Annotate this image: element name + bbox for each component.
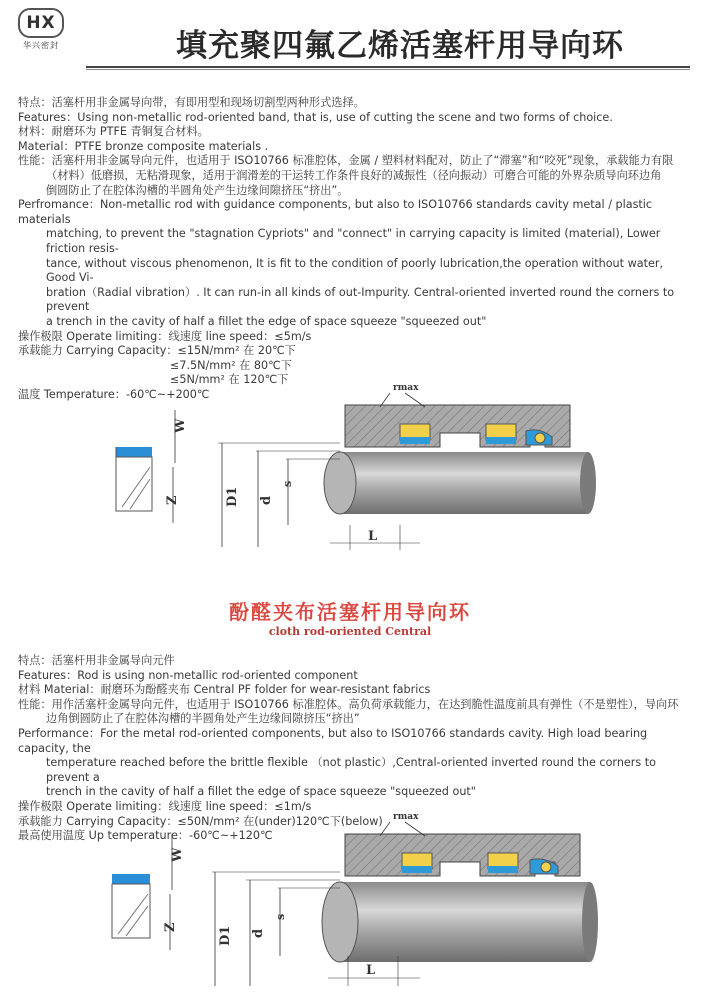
guide-ring-4-seal	[488, 866, 518, 873]
label-s-2: s	[274, 913, 287, 920]
performance-en-2: matching, to prevent the "stagnation Cypriots" and "connect" in carrying capacity is limited (material), Lower friction resis-	[46, 227, 661, 255]
s2-performance-cn-1: 性能：用作活塞杆金属导向元件，也适用于 ISO10766 标准腔体。高负荷承载能力，在达到脆性温度前具有弹性（不是塑性），导向环	[18, 697, 679, 711]
band-profile	[116, 447, 152, 511]
label-D1-2: D1	[218, 925, 233, 946]
label-d: d	[259, 495, 274, 505]
band-profile-2	[112, 874, 150, 938]
performance-cn-1: 性能：活塞杆用非金属导向元件，也适用于 ISO10766 标准腔体，金属 / 塑料材料配对，防止了“滞塞”和“咬死”现象，承载能力有限	[18, 154, 674, 168]
title-divider-thin	[86, 69, 690, 70]
section1-text	[18, 96, 688, 402]
guide-ring-2-seal	[486, 437, 516, 444]
s2-feature-en: Features：Rod is using non-metallic rod-oriented component	[18, 668, 358, 682]
performance-en-1: Perfromance：Non-metallic rod with guidance components, but also to ISO10766 standards cavity metal / plastic materials	[18, 198, 653, 226]
s2-temperature: 最高使用温度 Up temperature：-60℃~+120℃	[18, 829, 273, 843]
s2-feature-cn: 特点：活塞杆用非金属导向元件	[18, 654, 175, 667]
logo-badge: HX	[18, 8, 64, 38]
label-s: s	[281, 480, 294, 487]
label-D1: D1	[225, 486, 240, 507]
s2-operate-limit: 操作极限 Operate limiting：线速度 line speed：≤1m/s	[18, 799, 312, 813]
company-logo	[10, 8, 72, 52]
feature-cn: 特点：活塞杆用非金属导向带，有即用型和现场切割型两种形式选择。	[18, 96, 365, 109]
guide-ring-diagram-1	[0, 375, 710, 555]
feature-en: Features：Using non-metallic rod-oriented band, that is, use of cutting the scene and two forms of choice.	[18, 110, 613, 124]
label-rmax-2: rmax	[393, 812, 419, 822]
performance-en-4: bration（Radial vibration）. It can run-in all kinds of out-Impurity. Central-oriented inverted round the corners to prevent	[46, 285, 675, 314]
logo-subtext: 华兴密封	[23, 41, 59, 50]
label-W-2: W	[170, 847, 185, 862]
page-title: 填充聚四氟乙烯活塞杆用导向环	[176, 28, 624, 64]
section2-title: 酚醛夹布活塞杆用导向环	[229, 600, 471, 624]
s2-material: 材料 Material：耐磨环为酚醛夹布 Central PF folder for wear-resistant fabrics	[18, 683, 431, 697]
label-L: L	[368, 529, 378, 544]
band-top-2	[112, 874, 150, 884]
label-Z-2: Z	[163, 922, 178, 932]
title-divider	[86, 66, 690, 68]
capacity-3: ≤5N/mm² 在 120℃下	[170, 373, 289, 387]
label-d-2: d	[251, 928, 266, 938]
piston-rod-2	[340, 882, 590, 962]
s2-performance-cn-2: 边角倒圆防止了在腔体沟槽的半圆角处产生边缘间隙挤压“挤出”	[46, 712, 360, 726]
performance-en-3: tance, without viscous phenomenon, It is fit to the condition of poorly lubrication,the operation without water, Good Vi-	[46, 256, 664, 285]
label-Z: Z	[165, 495, 180, 505]
label-rmax: rmax	[393, 383, 419, 393]
band-top	[116, 447, 152, 457]
operate-limit: 操作极限 Operate limiting：线速度 line speed：≤5m/s	[18, 329, 312, 343]
s2-performance-en-3: trench in the cavity of half a fillet the edge of space squeeze "squeezed out"	[46, 785, 476, 799]
s2-performance-en-1: Performance：For the metal rod-oriented components, but also to ISO10766 standards cavity. High load bearing capacity, the	[18, 726, 648, 755]
performance-cn-2: （材料）低磨损，无粘滑现象，适用于润滑差的干运转工作条件良好的减振性（径向振动）可磨合可能的外界杂质导向环边角	[46, 168, 662, 182]
capacity-2: ≤7.5N/mm² 在 80℃下	[170, 358, 292, 372]
material-en: Material：PTFE bronze composite materials .	[18, 139, 269, 153]
section2-subtitle: cloth rod-oriented Central	[268, 625, 432, 638]
guide-ring-1-seal	[400, 437, 430, 444]
performance-en-5: a trench in the cavity of half a fillet the edge of space squeeze "squeezed out"	[46, 314, 487, 328]
label-W: W	[173, 418, 188, 433]
s2-capacity: 承载能力 Carrying Capacity：≤50N/mm² 在(under)120℃下(below)	[18, 814, 383, 828]
temperature: 温度 Temperature：-60℃~+200℃	[18, 387, 210, 401]
guide-ring-3-seal	[402, 866, 432, 873]
s2-performance-en-2: temperature reached before the brittle flexible （not plastic）,Central-oriented inverted round the corners to prevent a	[46, 756, 657, 784]
material-cn: 材料：耐磨环为 PTFE 青铜复合材料。	[18, 125, 209, 139]
capacity-1: 承载能力 Carrying Capacity：≤15N/mm² 在 20℃下	[18, 344, 296, 358]
guide-ring-diagram-2	[0, 806, 710, 996]
label-L-2: L	[366, 963, 376, 978]
piston-rod	[340, 452, 588, 514]
performance-cn-3: 倒圆防止了在腔体沟槽的半圆角处产生边缘间隙挤压“挤出”。	[46, 183, 349, 197]
